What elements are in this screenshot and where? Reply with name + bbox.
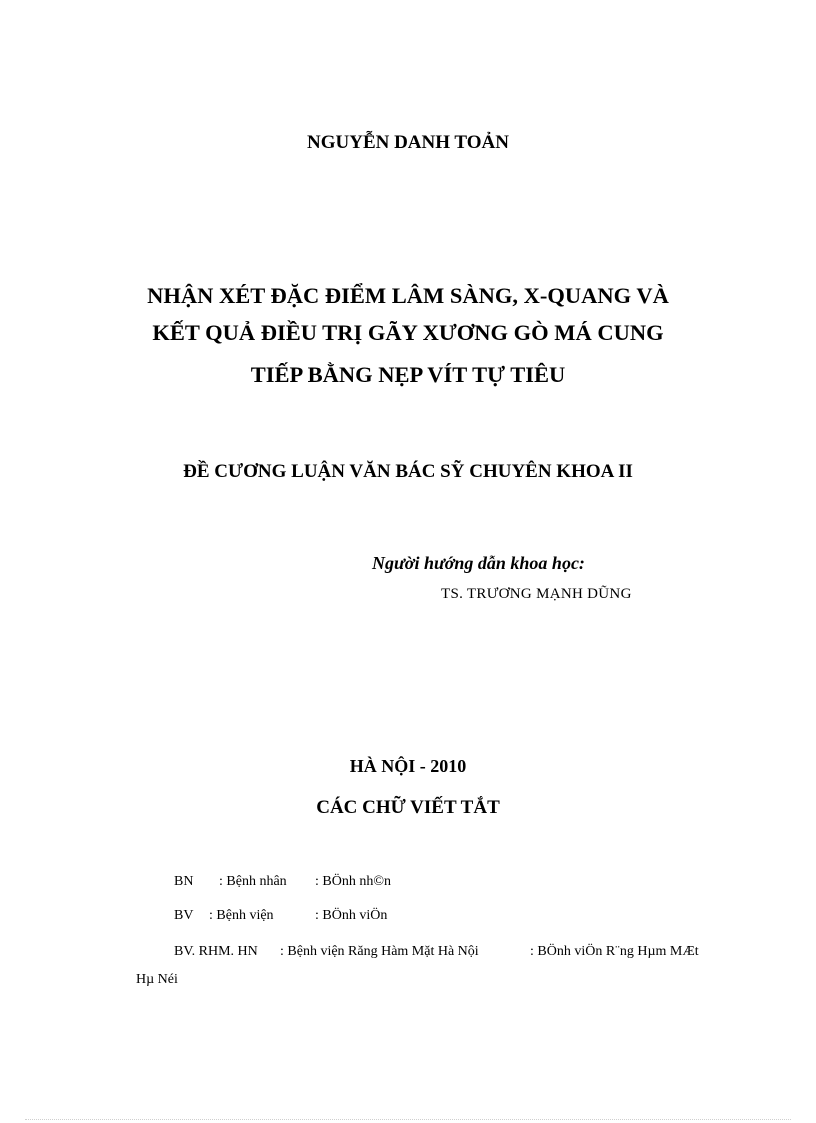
author-name: NGUYỄN DANH TOẢN (307, 132, 509, 153)
thesis-title-line-3: TIẾP BẰNG NẸP VÍT TỰ TIÊU (250, 362, 566, 387)
thesis-title-line-2: KẾT QUẢ ĐIỀU TRỊ GÃY XƯƠNG GÒ MÁ CUNG (152, 320, 664, 345)
page-bottom-divider (25, 1119, 791, 1120)
abbreviation-encoded: : BÖnh nh©n (315, 874, 391, 889)
abbreviations-heading: CÁC CHỮ VIẾT TẮT (316, 797, 500, 818)
abbreviation-row (0, 944, 816, 964)
advisor-label: Người hướng dẫn khoa học: (372, 553, 585, 573)
abbreviation-encoded: : BÖnh viÖn (315, 908, 388, 923)
abbreviation-term: BV (174, 908, 194, 923)
abbreviation-meaning: : Bệnh viện Răng Hàm Mặt Hà Nội (280, 944, 479, 959)
abbreviation-term: BV. RHM. HN (174, 944, 258, 959)
abbreviation-row-continued (0, 972, 816, 992)
abbreviation-encoded: : BÖnh viÖn R¨ng Hµm MÆt (530, 944, 699, 959)
abbreviation-row (0, 874, 816, 894)
abbreviation-meaning: : Bệnh nhân (219, 874, 287, 889)
abbreviation-term: BN (174, 874, 194, 889)
thesis-title-line-1: NHẬN XÉT ĐẶC ĐIỂM LÂM SÀNG, X-QUANG VÀ (147, 283, 669, 308)
abbreviation-meaning: : Bệnh viện (209, 908, 274, 923)
advisor-name: TS. TRƯƠNG MẠNH DŨNG (441, 586, 632, 602)
thesis-subtitle: ĐỀ CƯƠNG LUẬN VĂN BÁC SỸ CHUYÊN KHOA II (183, 461, 633, 482)
abbreviation-row (0, 908, 816, 928)
abbreviation-encoded-continued: Hµ Néi (136, 972, 178, 987)
place-year: HÀ NỘI - 2010 (349, 756, 467, 776)
